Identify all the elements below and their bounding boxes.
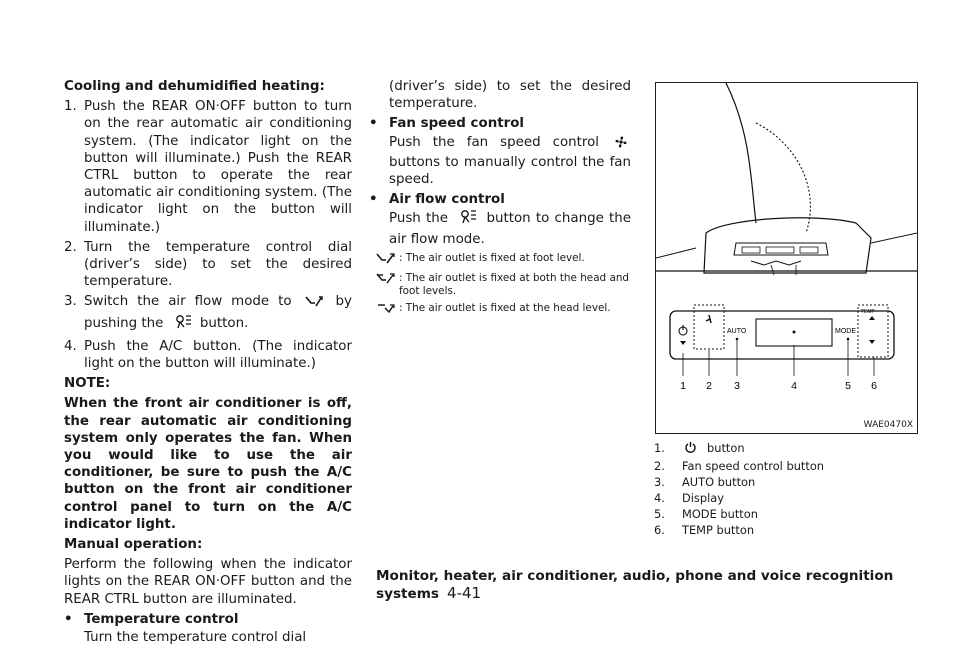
callout-2: 2 [706, 380, 712, 392]
step-text [84, 293, 352, 334]
legend-text: AUTO button [682, 474, 756, 489]
page-footer [376, 568, 960, 602]
mode-item-bilevel [369, 272, 631, 298]
step-number: 3. [64, 294, 77, 310]
foot-mode-icon [304, 294, 324, 313]
legend-item [654, 441, 824, 459]
fan-text [369, 134, 631, 189]
step-text-pre: Switch the air flow mode to [84, 294, 292, 310]
step-text: Push the REAR ON·OFF button to turn on the rear automatic air conditioning system. (The indicator light on the button will illuminate.) Push the REAR CTRL button to operate the rear automatic air conditioning system. (The indicator light on the button will illuminate.) [84, 99, 352, 235]
temp-label: TEMP [861, 309, 875, 315]
figure-legend [654, 441, 824, 538]
foot-mode-icon [369, 252, 397, 268]
callout-3: 3 [734, 380, 740, 392]
figure-code: WAE0470X [863, 420, 913, 430]
step-1 [64, 98, 352, 236]
bullet-airflow [369, 191, 631, 208]
note-heading: NOTE: [64, 376, 111, 392]
mode-button-icon [456, 209, 478, 230]
legend-text: MODE button [682, 506, 758, 521]
legend-number: 3. [654, 474, 665, 489]
legend-text: Display [682, 490, 724, 505]
mode-list [369, 252, 631, 318]
step-text-post: button. [199, 315, 249, 331]
bullet-fan [369, 115, 631, 132]
mode-desc: : The air outlet is fixed at the head level. [399, 301, 611, 314]
bullet-temperature [64, 611, 352, 628]
section-heading-cooling: Cooling and dehumidified heating: [64, 79, 325, 94]
step-2 [64, 239, 352, 291]
legend-number: 1. [654, 441, 665, 455]
callout-6: 6 [871, 380, 877, 392]
step-number: 4. [64, 338, 77, 354]
step-number: 2. [64, 239, 77, 255]
bullet-dot: • [369, 192, 378, 208]
callout-5: 5 [845, 380, 851, 392]
step-number: 1. [64, 99, 77, 115]
mode-button-icon [171, 314, 193, 335]
legend-item [654, 459, 824, 475]
air-text-post: button to change the air flow mode. [389, 211, 632, 247]
mode-desc: : The air outlet is fixed at both the head and foot levels. [399, 271, 630, 297]
legend-text: TEMP button [682, 522, 755, 537]
control-panel-figure [655, 82, 918, 434]
left-column [64, 78, 352, 649]
note-text: When the front air conditioner is off, the rear automatic air conditioning system only operates the fan. When you would like to use the air conditioner, be sure to push the A/C button on the front air conditioner control panel to turn on the A/C indicator light. [64, 396, 352, 532]
legend-text: button [707, 441, 745, 455]
power-icon [684, 441, 697, 459]
fan-text-pre: Push the fan speed control [389, 134, 599, 150]
legend-item [654, 523, 824, 539]
step-text: Push the A/C button. (The indicator light on the button will illuminate.) [84, 338, 352, 372]
bilevel-mode-icon [369, 272, 397, 298]
bullet-dot: • [369, 116, 378, 132]
manual-heading: Manual operation: [64, 537, 203, 553]
air-text-pre: Push the [389, 211, 448, 227]
auto-label: AUTO [727, 328, 747, 335]
legend-item [654, 507, 824, 523]
step-text-mid: by pushing the [84, 294, 352, 331]
legend-item [654, 491, 824, 507]
mode-item-head [369, 302, 631, 318]
legend-number: 4. [654, 490, 665, 505]
fan-text-post: buttons to manually control the fan speed. [389, 154, 631, 188]
callout-4: 4 [791, 380, 797, 392]
callout-1: 1 [680, 380, 686, 392]
manual-text: Perform the following when the indicator lights on the REAR ON·OFF button and the REAR CTRL button are illuminated. [64, 557, 352, 607]
footer-title: Monitor, heater, air conditioner, audio, phone and voice recognition systems [376, 568, 894, 602]
legend-text: Fan speed control button [682, 458, 825, 473]
temp-text-b: (driver’s side) to set the desired temperature. [389, 79, 631, 112]
legend-number: 6. [654, 522, 665, 537]
mode-label: MODE [835, 328, 856, 335]
illustration [656, 83, 917, 433]
mode-desc: : The air outlet is fixed at foot level. [399, 251, 585, 264]
step-3 [64, 293, 352, 334]
step-4 [64, 338, 352, 372]
temp-heading: Temperature control [84, 611, 239, 627]
mode-item-foot [369, 252, 631, 268]
legend-number: 5. [654, 506, 665, 521]
legend-item [654, 475, 824, 491]
air-text [369, 209, 631, 247]
air-heading: Air flow control [389, 192, 505, 208]
head-mode-icon [369, 302, 397, 318]
fan-heading: Fan speed control [389, 116, 525, 132]
bullet-dot: • [64, 611, 73, 627]
step-text: Turn the temperature control dial (driver’s side) to set the desired temperature. [84, 239, 352, 290]
legend-number: 2. [654, 458, 665, 473]
temp-text-a: Turn the temperature control dial [84, 630, 307, 646]
fan-icon [614, 135, 628, 154]
page-number: 4-41 [447, 584, 482, 602]
middle-column [369, 78, 631, 322]
